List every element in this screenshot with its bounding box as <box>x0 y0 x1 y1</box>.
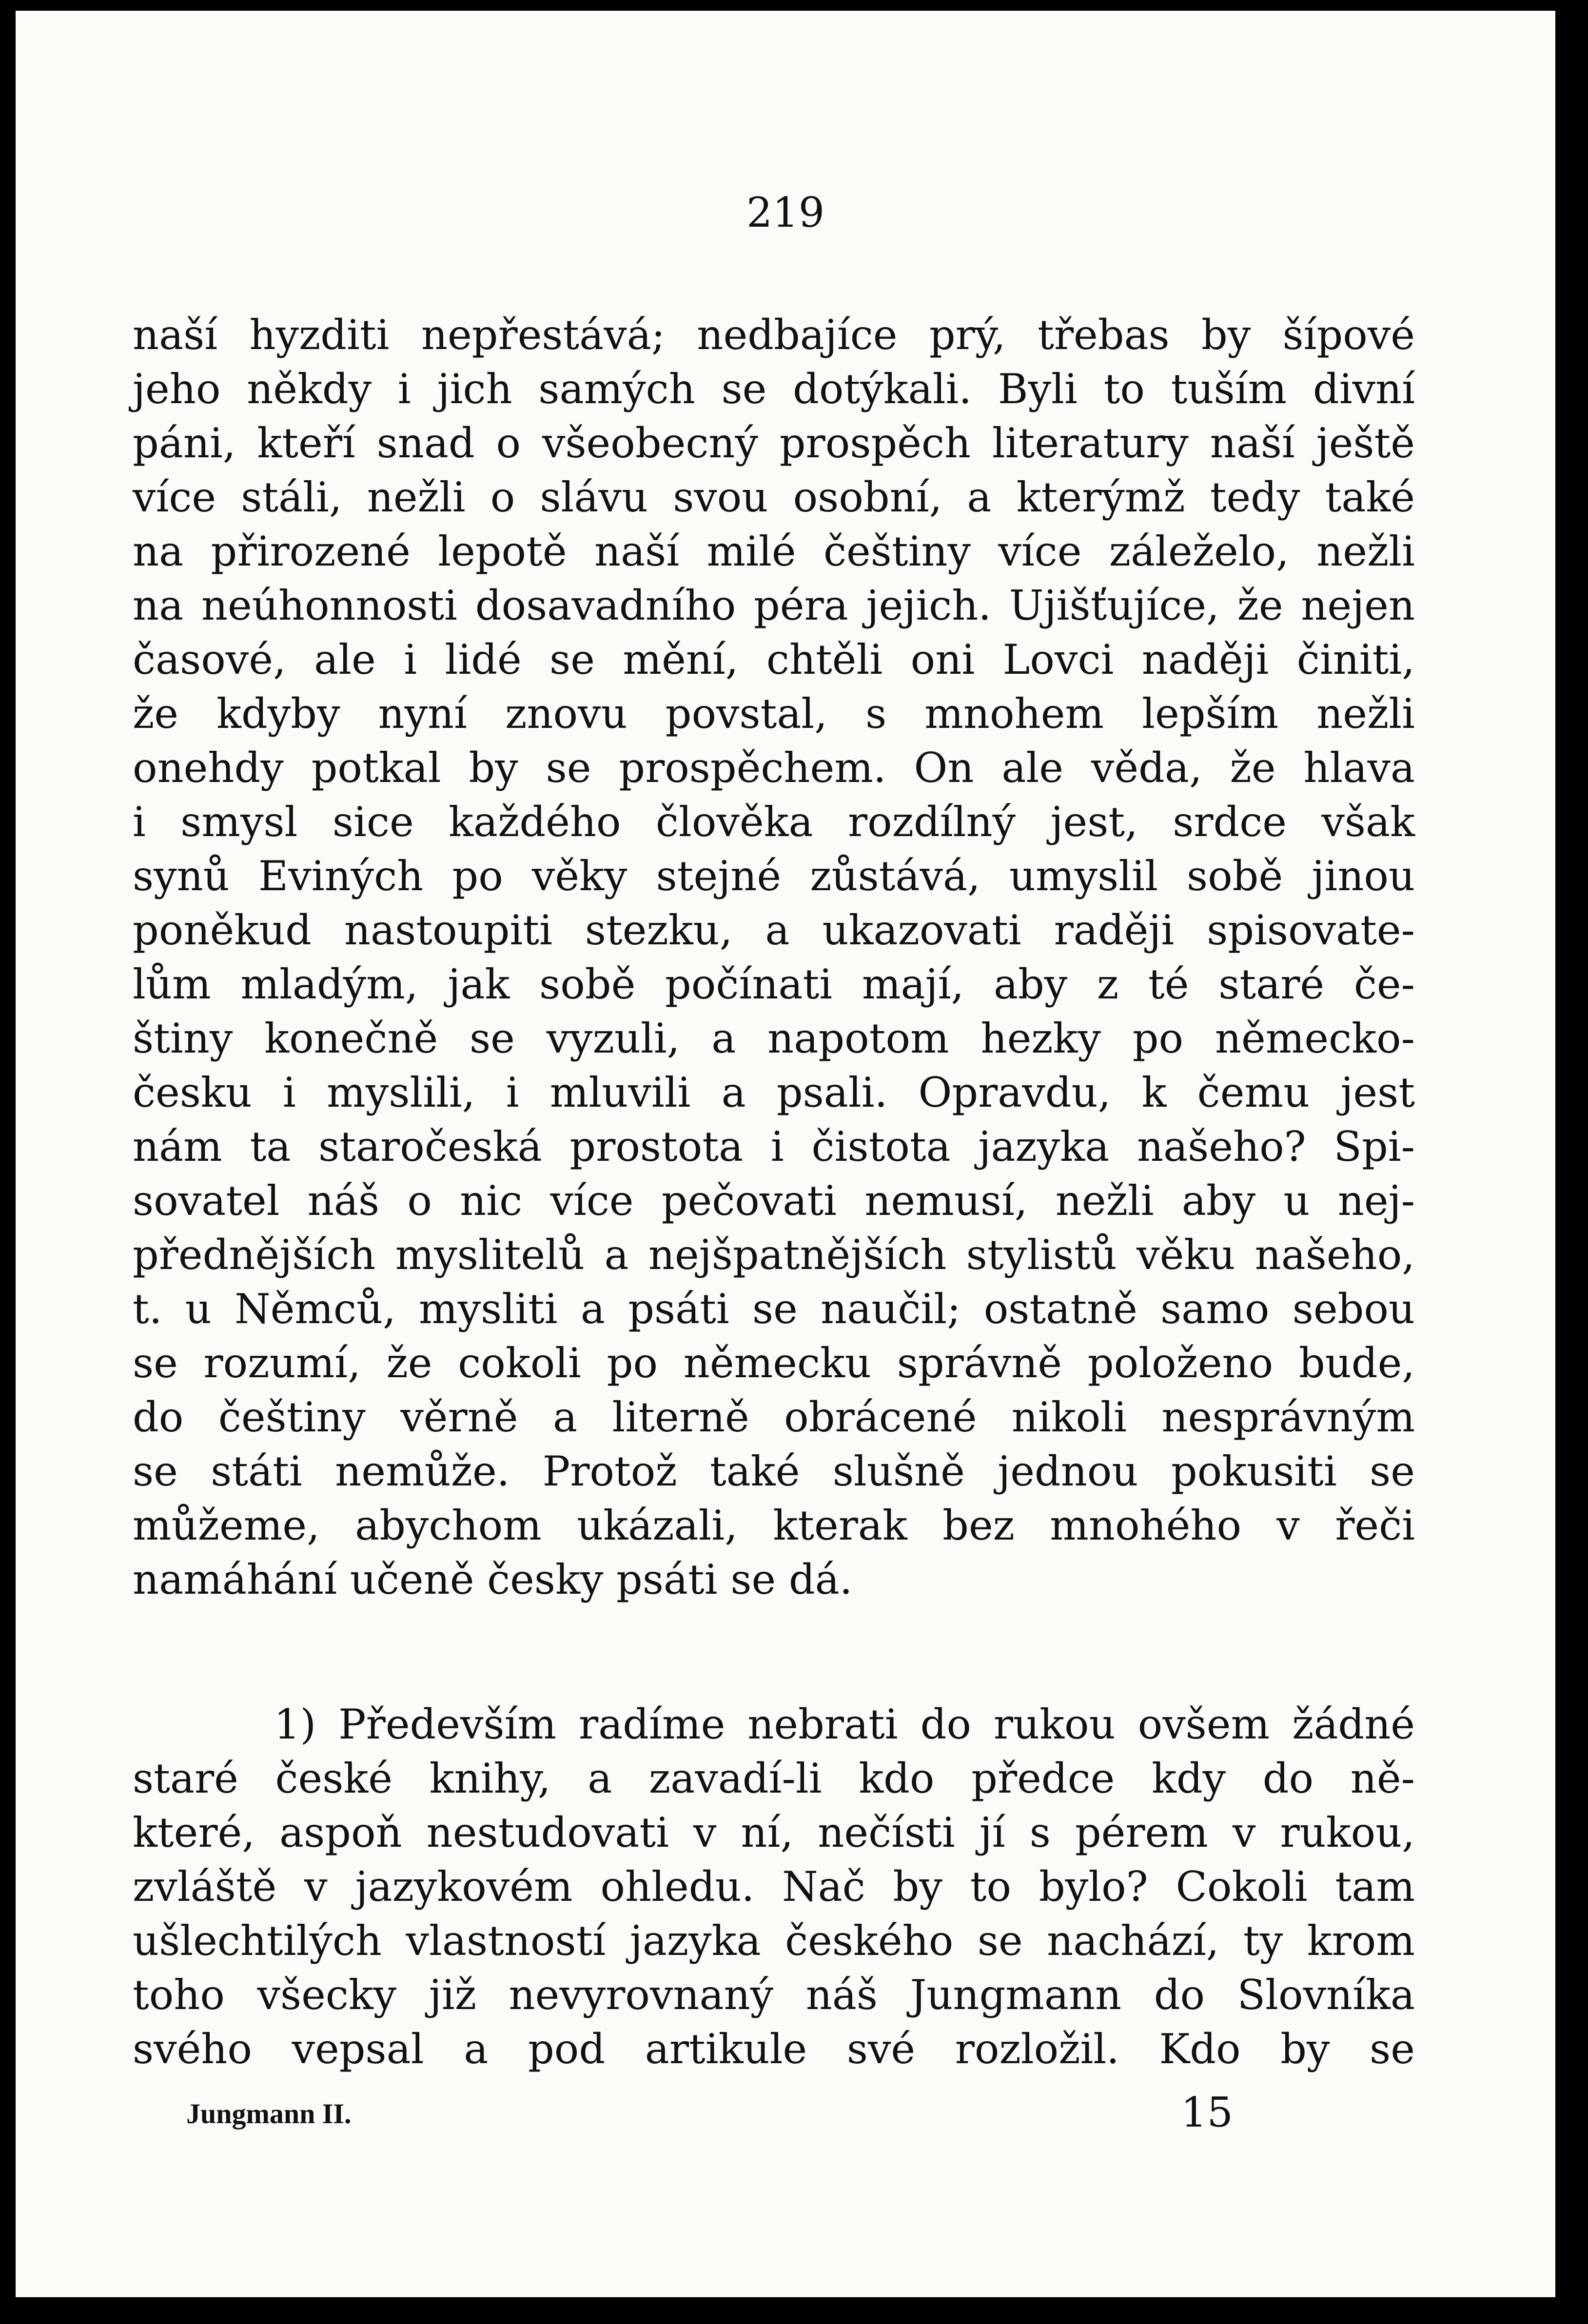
book-page <box>16 11 1555 2297</box>
text-line: do češtiny věrně a literně obrácené nikoli nesprávným <box>133 1393 1415 1441</box>
paragraph-2 <box>133 1698 1415 2076</box>
text-line: více stáli, nežli o slávu svou osobní, a kterýmž tedy také <box>133 473 1415 521</box>
text-line: staré české knihy, a zavadí-li kdo předce kdy do ně- <box>133 1755 1415 1802</box>
text-line: se státi nemůže. Protož také slušně jednou pokusiti se <box>133 1447 1415 1495</box>
text-line: že kdyby nyní znovu povstal, s mnohem lepším nežli <box>133 690 1415 738</box>
text-line: naší hyzditi nepřestává; nedbajíce prý, třebas by šípové <box>133 311 1415 359</box>
text-line: i smysl sice každého člověka rozdílný jest, srdce však <box>133 798 1415 846</box>
paragraph-1 <box>133 308 1415 1607</box>
text-line: namáhání učeně česky psáti se dá. <box>133 1556 853 1603</box>
text-line: svého vepsal a pod artikule své rozložil. Kdo by se <box>133 2025 1415 2073</box>
text-line: česku i myslili, i mluvili a psali. Opravdu, k čemu jest <box>133 1069 1415 1116</box>
text-line: sovatel náš o nic více pečovati nemusí, nežli aby u nej- <box>133 1177 1415 1225</box>
text-line: 1) Především radíme nebrati do rukou ovšem žádné <box>274 1700 1415 1748</box>
text-line: na přirozené lepotě naší milé češtiny více záleželo, nežli <box>133 527 1415 575</box>
text-line: zvláště v jazykovém ohledu. Nač by to bylo? Cokoli tam <box>133 1863 1415 1911</box>
text-line: poněkud nastoupiti stezku, a ukazovati raději spisovate- <box>133 906 1415 954</box>
page-number: 219 <box>746 189 825 236</box>
text-line: toho všecky již nevyrovnaný náš Jungmann do Slovníka <box>133 1971 1415 2019</box>
text-line: nám ta staročeská prostota i čistota jazyka našeho? Spi- <box>133 1123 1415 1171</box>
footer-signature: Jungmann II. <box>186 2098 352 2129</box>
text-line: jeho někdy i jich samých se dotýkali. Byli to tuším divní <box>133 365 1415 413</box>
text-line: lům mladým, jak sobě počínati mají, aby z té staré če- <box>133 960 1415 1008</box>
footer-sheet-number: 15 <box>1181 2089 1233 2136</box>
text-line: páni, kteří snad o všeobecný prospěch literatury naší ještě <box>133 419 1415 467</box>
text-line: onehdy potkal by se prospěchem. On ale věda, že hlava <box>133 744 1415 792</box>
text-line: na neúhonnosti dosavadního péra jejich. Ujišťujíce, že nejen <box>133 582 1415 629</box>
text-line: se rozumí, že cokoli po německu správně položeno bude, <box>133 1339 1415 1387</box>
text-line: synů Eviných po věky stejné zůstává, umyslil sobě jinou <box>133 852 1415 900</box>
text-line: časové, ale i lidé se mění, chtěli oni Lovci naději činiti, <box>133 636 1415 684</box>
text-line: přednějších myslitelů a nejšpatnějších stylistů věku našeho, <box>133 1231 1415 1279</box>
text-line: můžeme, abychom ukázali, kterak bez mnohého v řeči <box>133 1502 1415 1549</box>
text-line: štiny konečně se vyzuli, a napotom hezky po německo- <box>133 1015 1415 1062</box>
text-line: které, aspoň nestudovati v ní, nečísti jí s pérem v rukou, <box>133 1809 1415 1856</box>
text-line: ušlechtilých vlastností jazyka českého se nachází, ty krom <box>133 1917 1415 1965</box>
text-line: t. u Němců, mysliti a psáti se naučil; ostatně samo sebou <box>133 1285 1415 1333</box>
